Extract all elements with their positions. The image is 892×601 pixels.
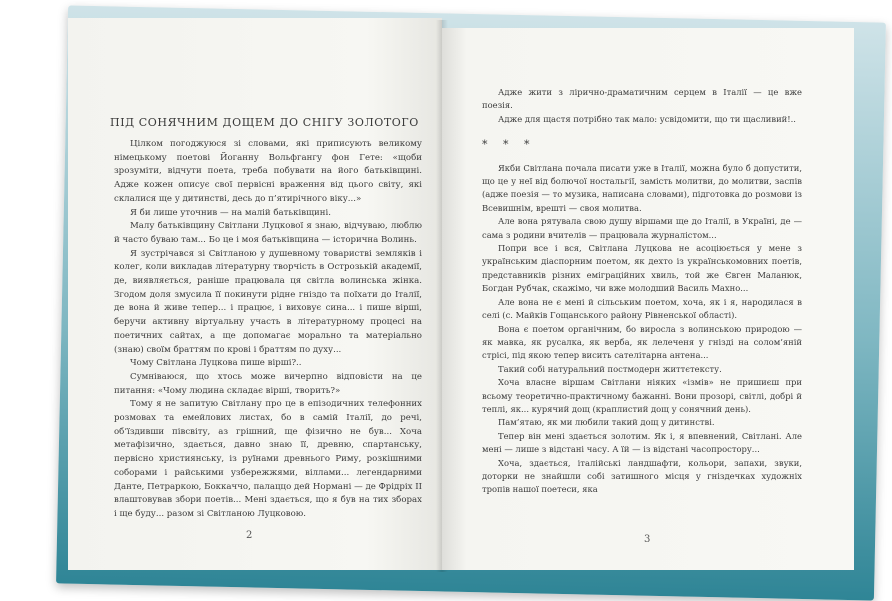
paragraph: Адже жити з лірично-драматичним серцем в Італії — це вже поезія. bbox=[482, 87, 802, 111]
paragraph: Якби Світлана почала писати уже в Італії, можна було б допустити, що це у неї від болючої ностальгії, замість молитви, до молитви, заспів (адже поезія — то музика, написана словами), підготовка до розмови із Всевишнім, врешті — своя молитва. bbox=[482, 162, 802, 213]
paragraph: Сумніваюся, що хтось може вичерпно відповісти на це питання: «Чому людина складає вірші, творить?» bbox=[114, 371, 422, 396]
paragraph: Хоча, здається, італійські ландшафти, кольори, запахи, звуки, доторки не знайшли собі затишного місця у гніздечках художніх тропів нашої поетеси, яка bbox=[482, 457, 802, 495]
paragraph: Малу батьківщину Світлани Луцкової я знаю, відчуваю, люблю й часто буваю там... Бо це і моя батьківщина — історична Волинь. bbox=[114, 221, 422, 245]
paragraph: Хоча власне віршам Світлани ніяких «ізмів» не пришиєш при всьому теоретично-практичному бажанні. Вони прозорі, світлі, добрі й теплі, як... курячий дощ (краплистий дощ у сонячний день). bbox=[482, 377, 802, 414]
section-separator: * * * bbox=[482, 138, 536, 152]
paragraph: Чому Світлана Луцкова пише вірші?.. bbox=[130, 358, 302, 369]
left-page-text bbox=[114, 138, 422, 522]
right-page-text bbox=[482, 86, 802, 497]
paragraph: Такий собі натуральний постмодерн життєтексту. bbox=[498, 363, 722, 374]
paragraph: Я би лише уточнив — на малій батьківщині. bbox=[130, 207, 331, 218]
chapter-title: ПІД СОНЯЧНИМ ДОЩЕМ ДО СНІГУ ЗОЛОТОГО bbox=[110, 116, 419, 129]
paragraph: Цілком погоджуюся зі словами, які приписують великому німецькому поетові Йоганну Вольфгангу фон Гете: «щоби зрозуміти, відчути поета, треба побувати на його батьківщині. Адже кожен описує свої первісні враження від цього світу, які склалися ще у дитинстві, десь до п’ятирічного віку...» bbox=[114, 139, 422, 204]
paragraph: Адже для щастя потрібно так мало: усвідомити, що ти щасливий!.. bbox=[498, 113, 796, 124]
paragraph: Але вона не є мені й сільським поетом, хоча, як і я, народилася в селі (с. Майків Гощанського району Рівненської області). bbox=[482, 296, 802, 321]
paragraph: Я зустрічався зі Світланою у душевному товаристві земляків і колег, коли викладав літературну творчість в Острозькій академії, де, виявляється, раніше працювала ця світла волинська жінка. Згодом доля змусила її покинути рідне гніздо та поїхати до Італії, де вона й живе тепер... і працює, і виховує сина... і пише вірші, беручи активну віртуальну участь в літературному процесі на поетичних сайтах, а ще допомагає морально та матеріально (знаю) своїм браттям по крові і браттям по духу... bbox=[114, 248, 422, 355]
paragraph: Попри все і вся, Світлана Луцкова не асоціюється у мене з українським діаспорним поетом, як дехто із українськомовних поетів, представників різних еміграційних хвиль, той же Євген Маланюк, Богдан Рубчак, скажімо, чи вже молодший Василь Махно... bbox=[482, 243, 802, 294]
left-page bbox=[68, 18, 442, 570]
right-page bbox=[442, 28, 854, 570]
paragraph: Тому я не запитую Світлану про це в епізодичних телефонних розмовах та емейлових листах, бо в самій Італії, до речі, об’їздивши півсвіту, аз грішний, ще фізично не був... Хоча метафізично, здається, давно знаю її, древню, спартанську, первісно християнську, із руїнами древнього Риму, розкішними соборами і райськими узбережжями, віллами... легендарними Данте, Петраркою, Боккаччо, палаццо дей Нормані — де Фрідріх ІІ влаштовував збори поетів... Мені здається, що я був на тих зборах і ще буду... разом зі Світланою Луцковою. bbox=[114, 399, 422, 519]
paragraph: Тепер він мені здається золотим. Як і, я впевнений, Світлані. Але мені — лише з відстані часу. А їй — із відстані часопростору... bbox=[482, 430, 802, 455]
paragraph: Вона є поетом органічним, бо виросла з волинською природою — як мавка, як русалка, як верба, як лелеченя у гнізді на солом’яній стрісі, під якою тепер висить сателітарна антена... bbox=[482, 323, 802, 361]
paragraph: Але вона рятувала свою душу віршами ще до Італії, в Україні, де — сама з родини вчителів — працювала журналістом... bbox=[482, 216, 802, 240]
page-number: 2 bbox=[246, 530, 253, 541]
paragraph: Пам’ятаю, як ми любили такий дощ у дитинстві. bbox=[498, 417, 715, 428]
page-number: 3 bbox=[644, 534, 651, 545]
